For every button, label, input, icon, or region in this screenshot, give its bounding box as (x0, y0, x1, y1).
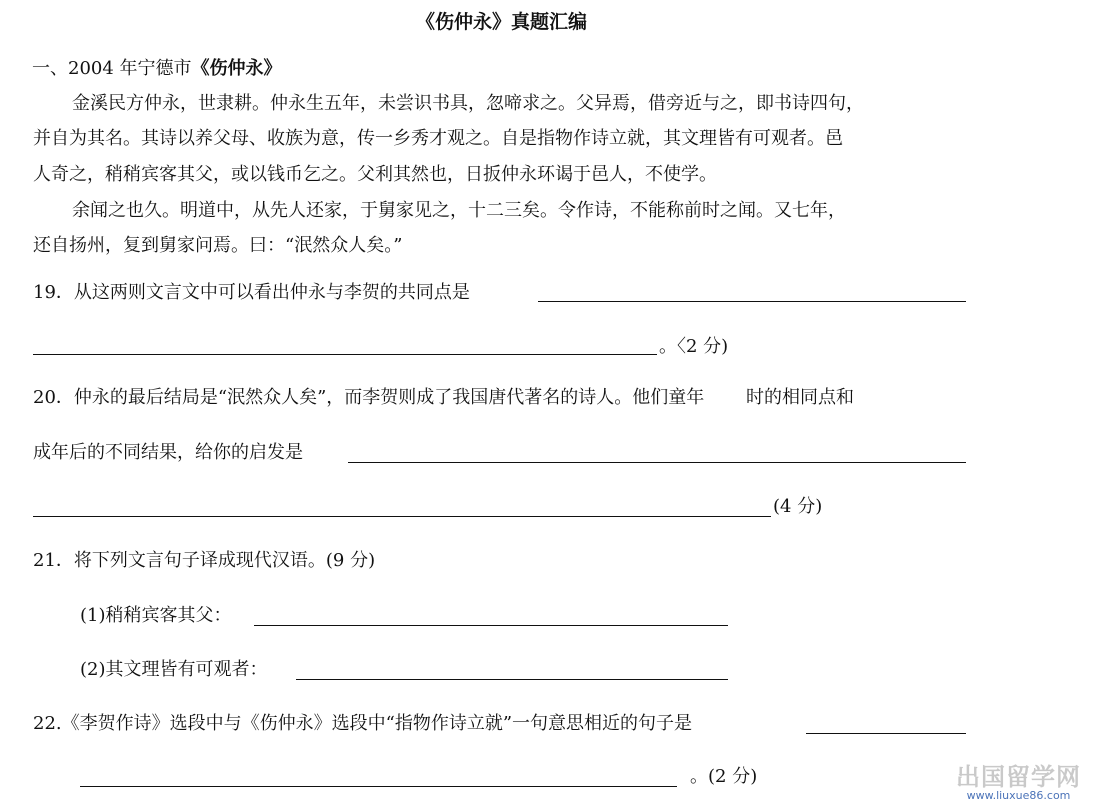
section-heading (32, 58, 282, 80)
section-heading-work-name: 《伤仲永》 (191, 58, 282, 79)
question-20-answer-blank-2[interactable] (33, 516, 771, 517)
passage-line-2: 并自为其名。其诗以养父母、收族为意，传一乡秀才观之。自是指物作诗立就，其文理皆有可观者。邑 (33, 128, 843, 149)
question-19-points: 。〈2 分) (659, 336, 729, 357)
watermark-url: www.liuxue86.com (966, 789, 1071, 802)
question-21-item-1: (1)稍稍宾客其父： (80, 605, 232, 626)
question-22-text: 22.《李贺作诗》选段中与《伤仲永》选段中“指物作诗立就”一句意思相近的句子是 (33, 713, 693, 734)
question-21-text: 21．将下列文言句子译成现代汉语。(9 分) (33, 550, 376, 571)
watermark-logo-text: 出国留学网 (956, 763, 1081, 791)
question-20-points: (4 分) (773, 496, 823, 517)
question-21-item-2-blank[interactable] (296, 679, 728, 680)
passage-line-5: 还自扬州，复到舅家问焉。曰：“泯然众人矣。” (33, 235, 403, 256)
site-watermark (956, 764, 1081, 802)
passage-line-3: 人奇之，稍稍宾客其父，或以钱币乞之。父利其然也，日扳仲永环谒于邑人，不使学。 (33, 164, 717, 185)
question-20-answer-blank-1[interactable] (348, 462, 966, 463)
question-22-answer-blank-1[interactable] (806, 733, 966, 734)
question-22-points: 。(2 分) (690, 766, 758, 787)
question-20-text-line-2: 成年后的不同结果，给你的启发是 (33, 442, 303, 463)
question-19-text: 19．从这两则文言文中可以看出仲永与李贺的共同点是 (33, 282, 470, 303)
question-19-answer-blank-2[interactable] (33, 354, 657, 355)
question-20-text-line-1: 20．仲永的最后结局是“泯然众人矣”，而李贺则成了我国唐代著名的诗人。他们童年 时的相同点和 (33, 387, 855, 408)
question-21-item-2: (2)其文理皆有可观者： (80, 659, 268, 680)
question-21-item-1-blank[interactable] (254, 625, 728, 626)
question-22-answer-blank-2[interactable] (80, 786, 677, 787)
passage-line-1: 金溪民方仲永，世隶耕。仲永生五年，未尝识书具，忽啼求之。父异焉，借旁近与之，即书诗四句， (72, 93, 864, 114)
document-title: 《伤仲永》真题汇编 (416, 11, 588, 33)
passage-line-4: 余闻之也久。明道中，从先人还家，于舅家见之，十二三矣。令作诗，不能称前时之闻。又七年， (72, 200, 846, 221)
section-heading-prefix: 一、2004 年宁德市 (32, 58, 192, 79)
question-19-answer-blank-1[interactable] (538, 301, 966, 302)
